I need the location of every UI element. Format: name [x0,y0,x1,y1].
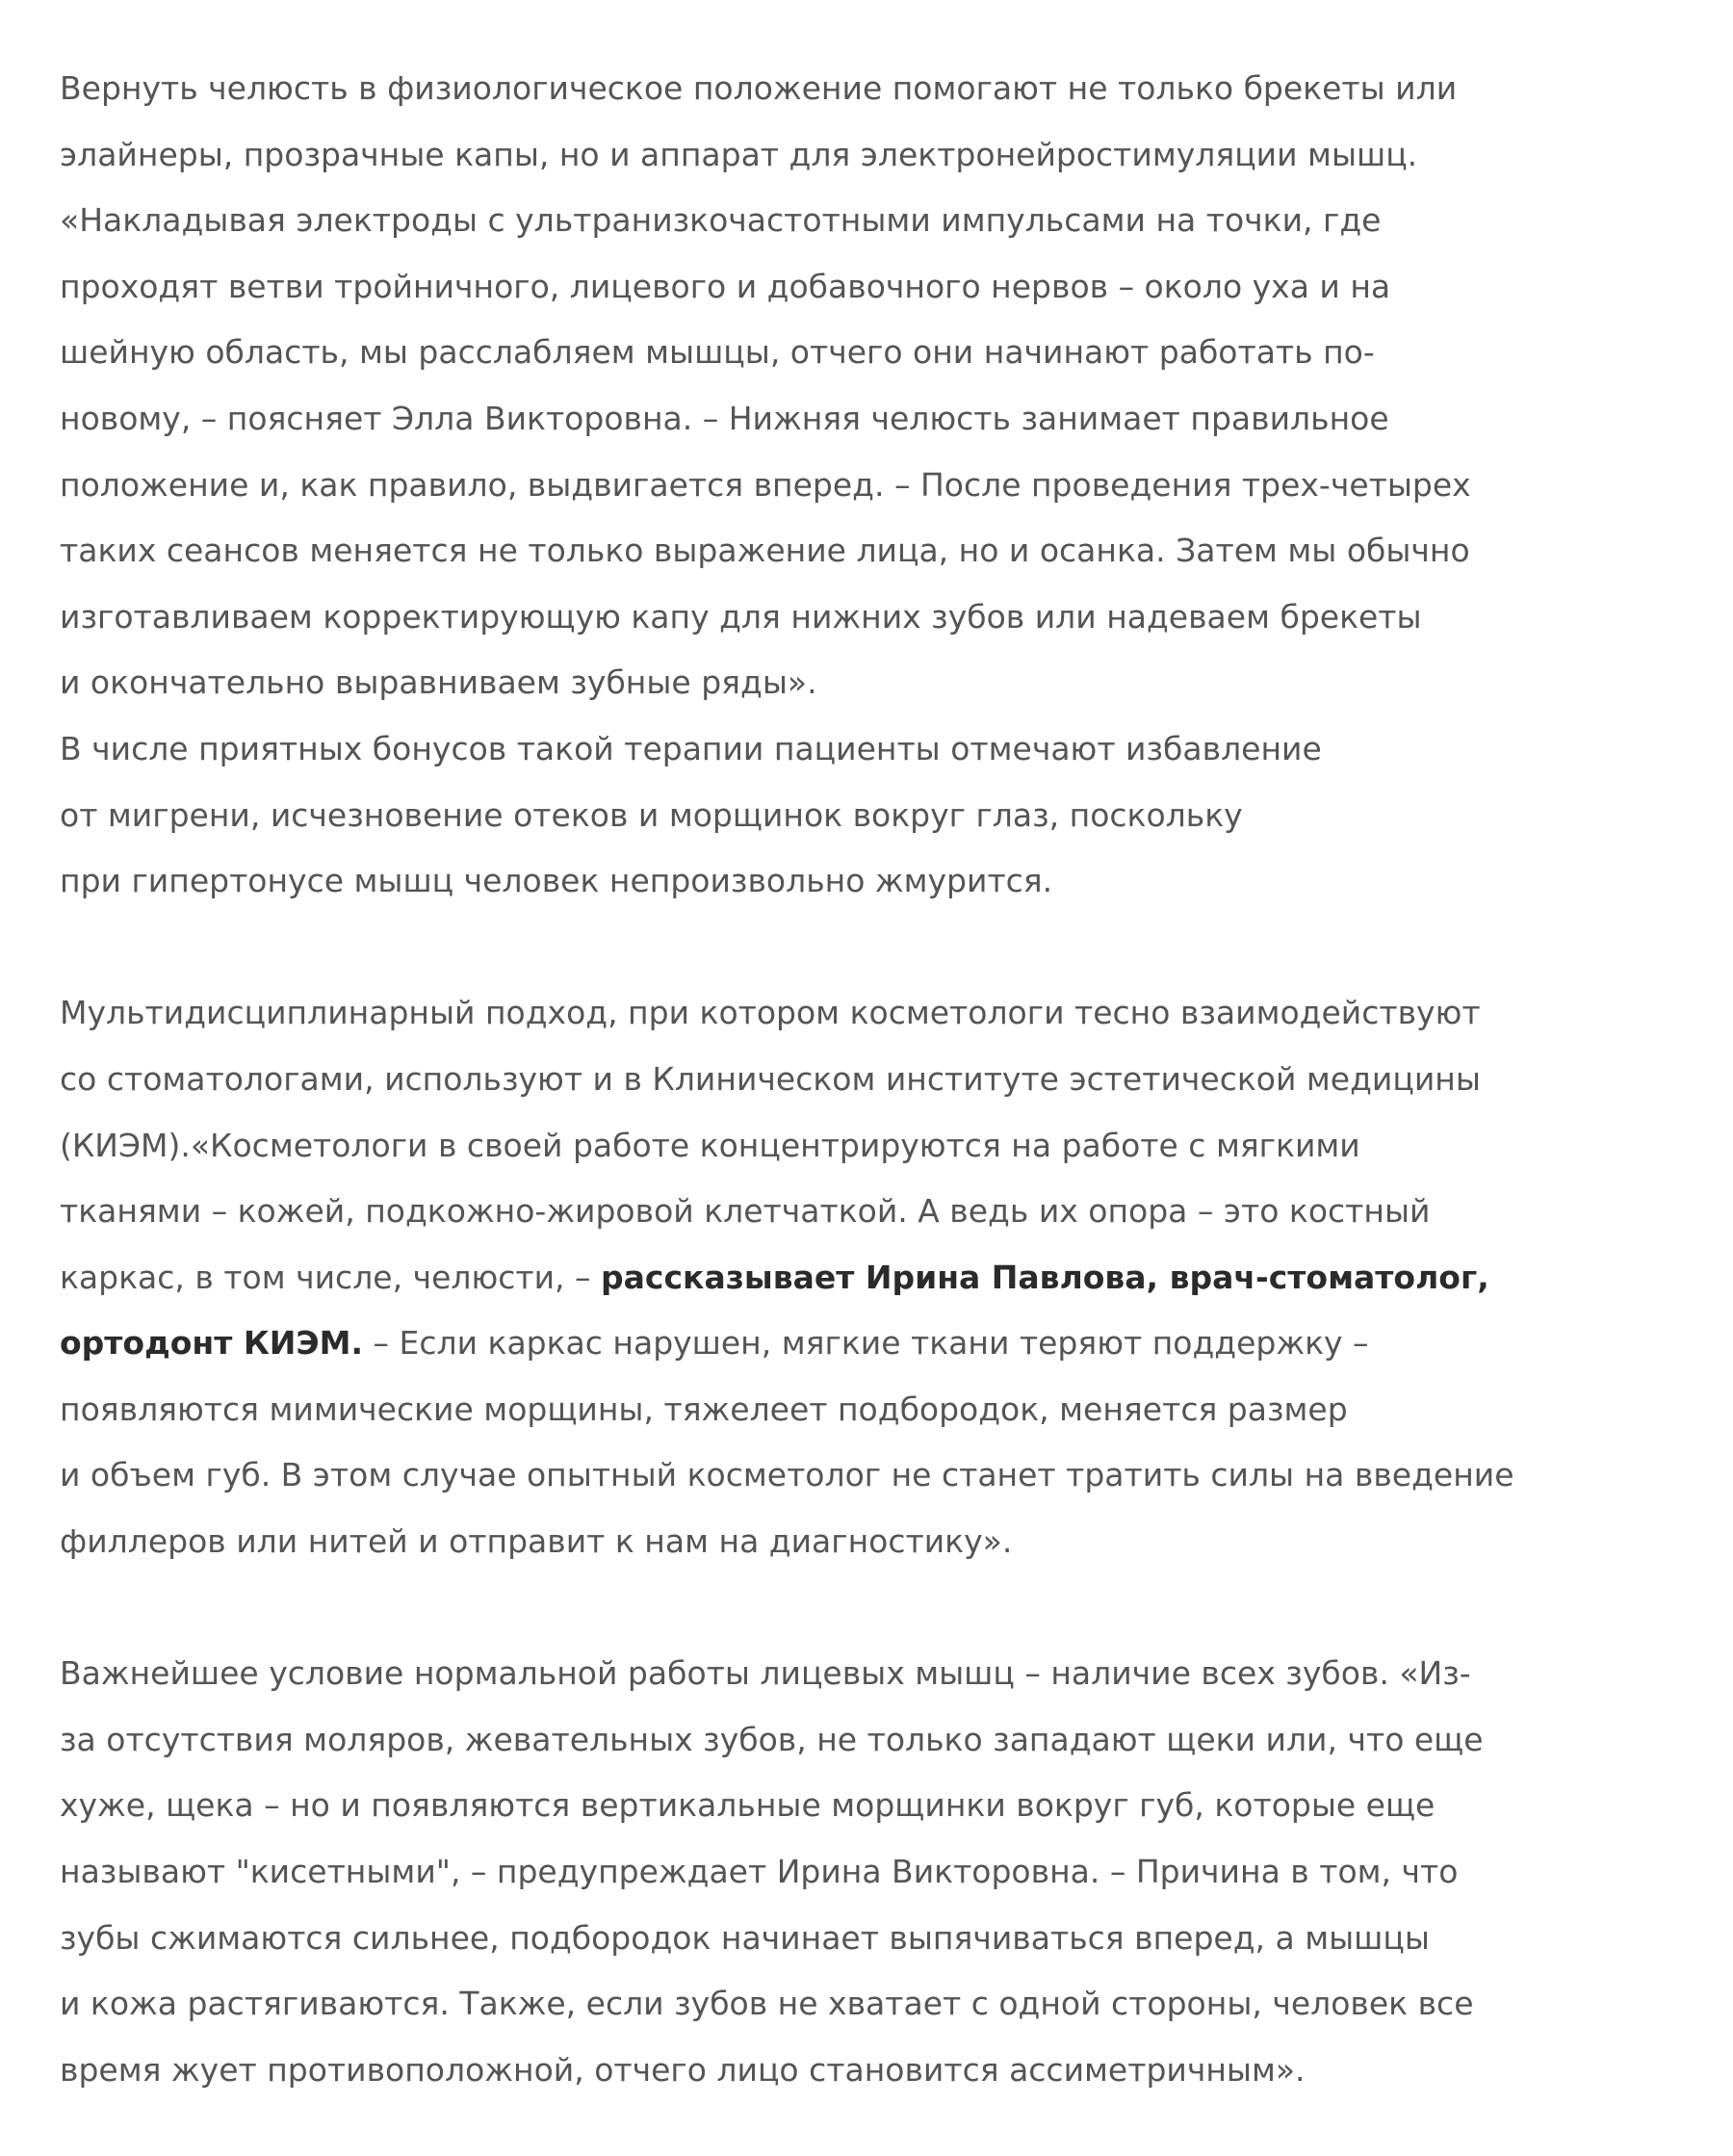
text-line [60,386,1696,453]
text-line [60,1971,1696,2038]
text-segment: тканями – кожей, подкожно-жировой клетчаткой. А ведь их опора – это костный [60,1192,1431,1231]
text-segment: со стоматологами, используют и в Клиническом институте эстетической медицины [60,1059,1481,1098]
text-line [60,650,1696,716]
text-segment: время жует противоположной, отчего лицо становится ассиметричным». [60,2050,1306,2089]
text-line [60,1245,1696,1312]
text-line [60,188,1696,254]
text-line [60,1509,1696,1575]
text-segment: Вернуть челюсть в физиологическое положение помогают не только брекеты или [60,69,1458,107]
text-segment: каркас, в том числе, челюсти, – [60,1258,602,1296]
text-segment: от мигрени, исчезновение отеков и морщинок вокруг глаз, поскольку [60,795,1243,834]
text-segment: шейную область, мы расслабляем мышцы, отчего они начинают работать по- [60,333,1375,372]
text-line [60,783,1696,849]
text-segment: проходят ветви тройничного, лицевого и добавочного нервов – около уха и на [60,267,1391,305]
text-segment: и окончательно выравниваем зубные ряды». [60,663,817,702]
text-line [60,518,1696,584]
text-segment: и кожа растягиваются. Также, если зубов не хватает с одной стороны, человек все [60,1985,1474,2023]
text-segment: (КИЭМ).«Косметологи в своей работе концентрируются на работе с мягкими [60,1126,1360,1164]
text-line [60,2038,1696,2104]
text-segment: – Если каркас нарушен, мягкие ткани теряют поддержку – [363,1324,1369,1363]
text-line [60,1641,1696,1707]
text-segment: В числе приятных бонусов такой терапии пациенты отмечают избавление [60,729,1322,767]
text-segment: Важнейшее условие нормальной работы лицевых мышц – наличие всех зубов. «Из- [60,1654,1471,1693]
text-segment: филлеров или нитей и отправит к нам на диагностику». [60,1522,1013,1561]
text-segment: называют "кисетными", – предупреждает Ирина Викторовна. – Причина в том, что [60,1853,1459,1891]
text-segment: изготавливаем корректирующую капу для нижних зубов или надеваем брекеты [60,597,1422,636]
paragraph-2 [60,980,1696,1574]
paragraph-3 [60,1641,1696,2103]
text-line [60,56,1696,122]
text-line [60,1906,1696,1972]
text-line [60,254,1696,321]
paragraph-1 [60,56,1696,915]
text-segment: зубы сжимаются сильнее, подбородок начинает выпячиваться вперед, а мышцы [60,1918,1430,1957]
text-line [60,1839,1696,1906]
text-line [60,1311,1696,1377]
text-line [60,848,1696,915]
text-segment: за отсутствия моляров, жевательных зубов, не только западают щеки или, что еще [60,1720,1484,1758]
text-line [60,584,1696,651]
text-line [60,1047,1696,1113]
text-line [60,1377,1696,1443]
text-segment: элайнеры, прозрачные капы, но и аппарат для электронейростимуляции мышц. [60,135,1418,173]
text-segment: появляются мимические морщины, тяжелеет подбородок, меняется размер [60,1390,1348,1428]
article-body [60,56,1696,2103]
text-segment: при гипертонусе мышц человек непроизвольно жмурится. [60,862,1053,900]
text-segment: «Накладывая электроды с ультранизкочастотными импульсами на точки, где [60,201,1382,240]
bold-text-segment: ортодонт КИЭМ. [60,1324,364,1363]
text-line [60,1707,1696,1774]
text-segment: и объем губ. В этом случае опытный косметолог не станет тратить силы на введение [60,1456,1514,1494]
text-segment: Мультидисциплинарный подход, при котором косметологи тесно взаимодействуют [60,994,1481,1032]
bold-text-segment: рассказывает Ирина Павлова, врач-стоматолог, [601,1258,1489,1296]
text-line [60,320,1696,386]
text-line [60,1773,1696,1839]
text-line [60,1179,1696,1245]
text-line [60,453,1696,519]
text-segment: новому, – поясняет Элла Викторовна. – Нижняя челюсть занимает правильное [60,399,1389,437]
text-line [60,716,1696,783]
text-segment: хуже, щека – но и появляются вертикальные морщинки вокруг губ, которые еще [60,1786,1436,1825]
text-segment: положение и, как правило, выдвигается вперед. – После проведения трех-четырех [60,465,1471,504]
text-segment: таких сеансов меняется не только выражение лица, но и осанка. Затем мы обычно [60,532,1470,570]
text-line [60,980,1696,1047]
text-line [60,122,1696,189]
text-line [60,1442,1696,1509]
text-line [60,1113,1696,1180]
